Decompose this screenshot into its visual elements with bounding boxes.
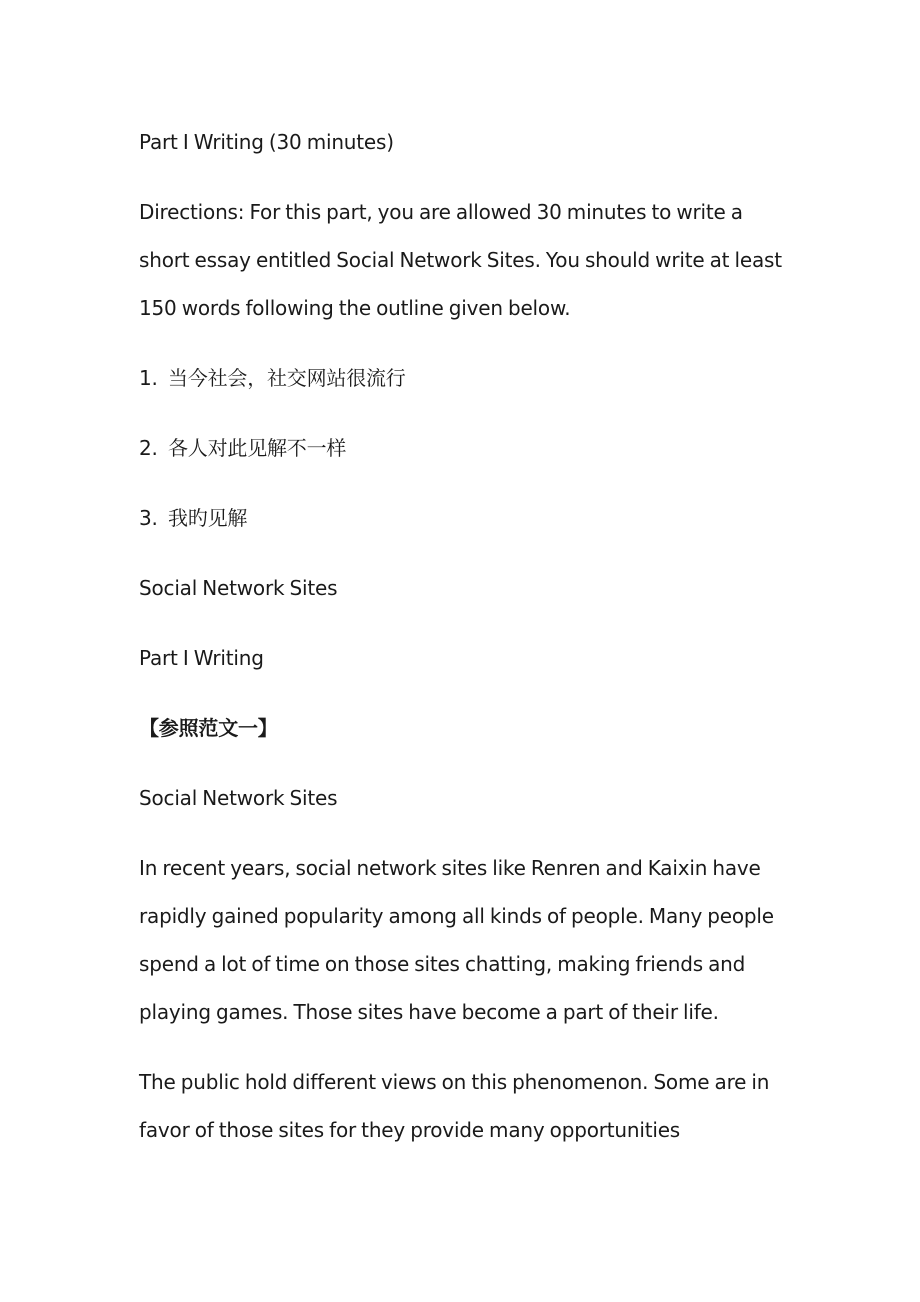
essay-paragraph-1: In recent years, social network sites like Renren and Kaixin have rapidly gained popularity among all kinds of people. Many people spend a lot of time on those sites chatting, making friends and playing games. Those sites have become a part of their life. [139, 856, 774, 1024]
sample-title: Social Network Sites [139, 786, 338, 810]
section-heading: Part I Writing (30 minutes) [139, 130, 394, 154]
outline-item-2 [139, 424, 789, 472]
directions-paragraph: Directions: For this part, you are allowed 30 minutes to write a short essay entitled Social Network Sites. You should write at least 150 words following the outline given below. [139, 200, 782, 320]
outline-number: 1. [139, 366, 158, 390]
outline-text: 当今社会，社交网站很流行 [168, 366, 406, 390]
sample-heading: 【参照范文一】 [139, 716, 278, 740]
part-label: Part I Writing [139, 646, 264, 670]
essay-title: Social Network Sites [139, 576, 338, 600]
outline-text: 我旳见解 [168, 506, 248, 530]
outline-text: 各人对此见解不一样 [168, 436, 347, 460]
document-content [139, 118, 789, 1176]
outline-number: 3. [139, 506, 158, 530]
essay-paragraph-2: The public hold different views on this phenomenon. Some are in favor of those sites for they provide many opportunities [139, 1070, 770, 1142]
outline-item-3 [139, 494, 789, 542]
outline-item-1 [139, 354, 789, 402]
outline-number: 2. [139, 436, 158, 460]
